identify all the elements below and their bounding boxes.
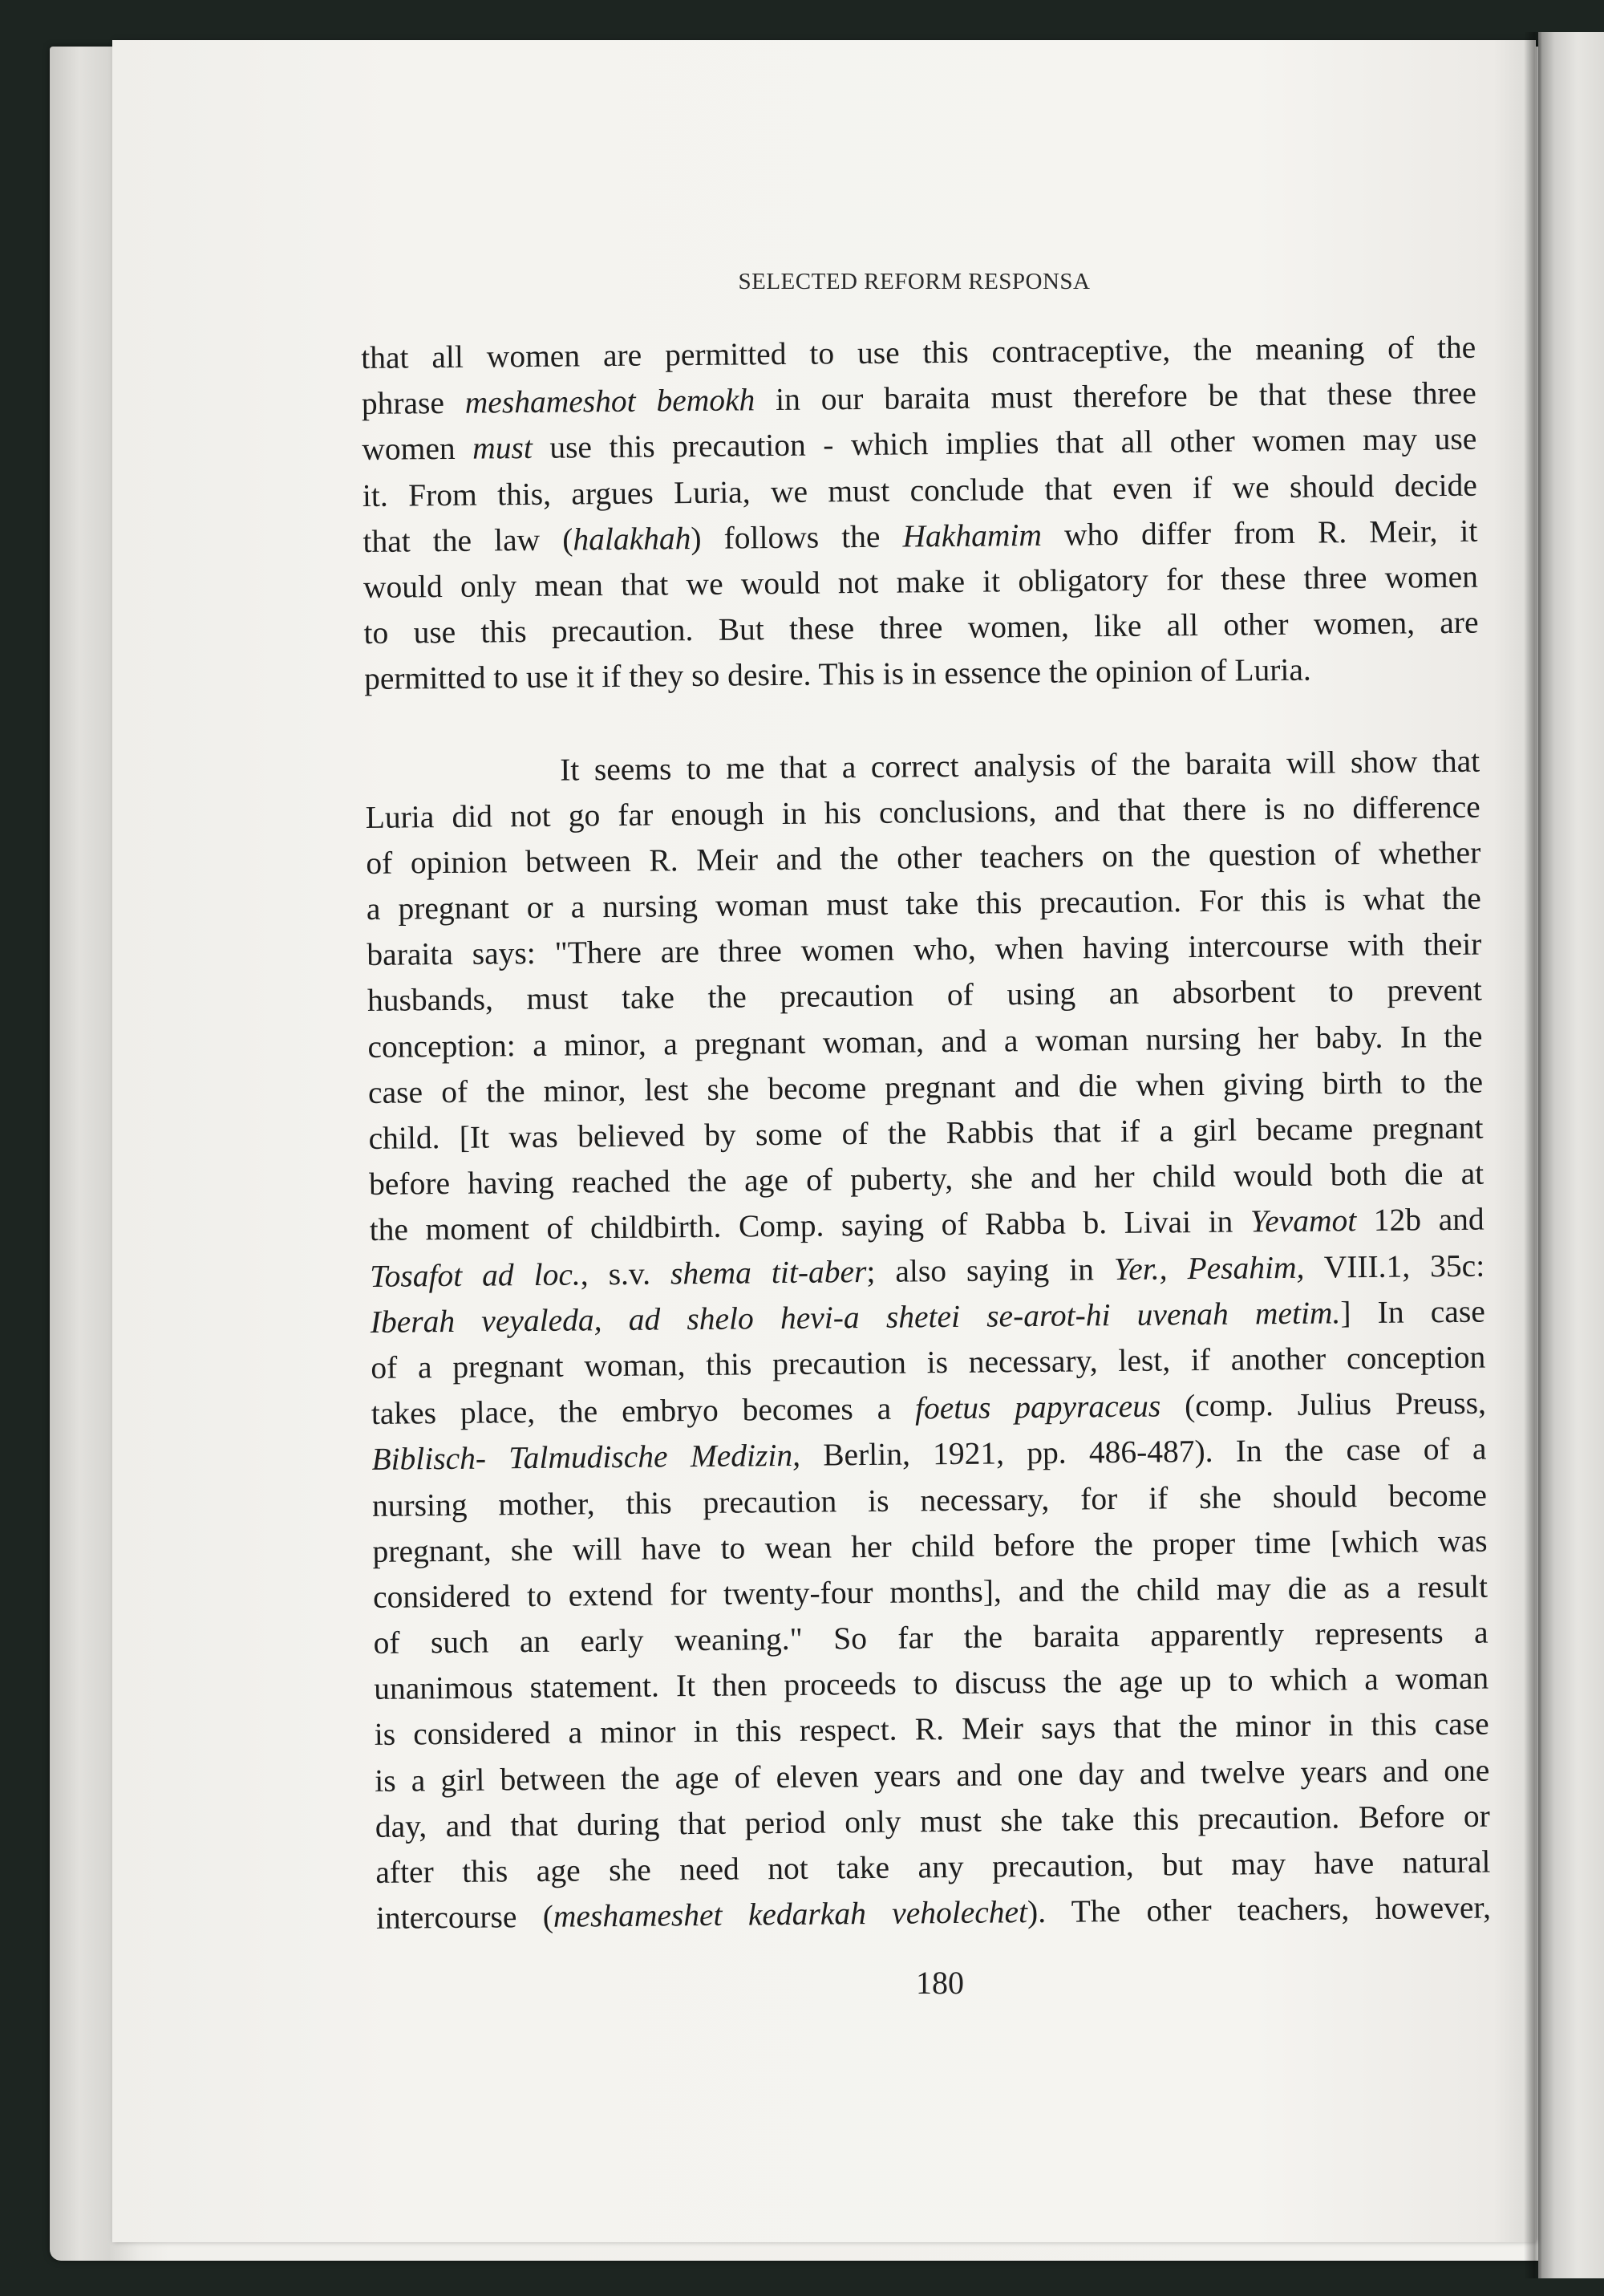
text-run: to use this precaution. But these three women, like all other women, are xyxy=(363,604,1479,651)
text-run: takes place, the embryo becomes a xyxy=(371,1390,916,1432)
text-run: Berlin, 1921, pp. 486-487). In the case of a xyxy=(800,1430,1487,1474)
text-run: it. From this, argues Luria, we must conclude that even if we should decide xyxy=(362,467,1478,513)
text-run: of a pregnant woman, this precaution is necessary, lest, if another conception xyxy=(371,1339,1486,1385)
text-run: nursing mother, this precaution is necessary, for if she should become xyxy=(371,1477,1488,1523)
text-run: after this age she need not take any precaution, but may have natural xyxy=(375,1844,1491,1890)
italic-term: Tosafot ad loc. xyxy=(370,1255,581,1294)
text-run: is a girl between the age of eleven years and one day and twelve years and one xyxy=(375,1752,1490,1799)
text-run: case of the minor, lest she become pregnant and die when giving birth to the xyxy=(367,1064,1484,1110)
text-run: intercourse ( xyxy=(375,1898,554,1937)
text-run: a pregnant or a nursing woman must take this precaution. For this is what the xyxy=(366,880,1482,927)
text-run: conception: a minor, a pregnant woman, and a woman nursing her baby. In the xyxy=(367,1018,1483,1065)
running-head: SELECTED REFORM RESPONSA xyxy=(738,269,1091,294)
italic-term: foetus papyraceus xyxy=(914,1388,1161,1426)
italic-term: must xyxy=(472,430,533,467)
text-run: day, and that during that period only must she take this precaution. Before or xyxy=(375,1798,1490,1844)
text-run: 12b and xyxy=(1356,1201,1485,1239)
text-run: considered to extend for twenty-four months], and the child may die as a result xyxy=(372,1568,1489,1615)
italic-term: meshameshet kedarkah veholechet xyxy=(553,1894,1028,1934)
text-run: of such an early weaning." So far the baraita apparently represents a xyxy=(373,1614,1489,1661)
text-run: ] In case xyxy=(1340,1293,1485,1331)
text-run: that the law ( xyxy=(363,521,573,559)
text-run: the moment of childbirth. Comp. saying of Rabba b. Livai in xyxy=(369,1203,1251,1248)
text-run: of opinion between R. Meir and the other teachers on the question of whether xyxy=(366,834,1481,881)
italic-term: Yevamot xyxy=(1250,1203,1357,1239)
text-run: before having reached the age of puberty, she and her child would both die at xyxy=(368,1155,1485,1203)
text-run: would only mean that we would not make it obligatory for these three women xyxy=(363,558,1479,605)
italic-term: shema tit-aber xyxy=(670,1253,867,1291)
italic-term: meshameshot bemokh xyxy=(464,382,755,420)
text-run: It seems to me that a correct analysis of the baraita will show that xyxy=(559,743,1480,788)
body-text xyxy=(361,325,1491,1942)
paragraph xyxy=(365,738,1491,1941)
text-run: women xyxy=(362,431,473,468)
text-run: VIII.1, 35c: xyxy=(1304,1247,1485,1285)
text-run: phrase xyxy=(361,384,465,422)
text-run: ) follows the xyxy=(691,518,903,556)
italic-term: Hakhamim xyxy=(902,517,1043,554)
text-run: in our baraita must therefore be that these three xyxy=(755,375,1476,418)
next-page-edge xyxy=(1538,32,1604,2278)
text-run: pregnant, she will have to wean her child before the proper time [which was xyxy=(372,1523,1488,1569)
text-run: use this precaution - which implies that all other women may use xyxy=(532,421,1477,466)
page-number: 180 xyxy=(916,1965,964,2001)
text-run: ). The other teachers, however, xyxy=(1027,1889,1492,1930)
text-run: child. [It was believed by some of the Rabbis that if a girl became pregnant xyxy=(368,1109,1484,1156)
text-run: baraita says: "There are three women who, when having intercourse with their xyxy=(367,926,1482,973)
paragraph xyxy=(361,325,1479,703)
text-run: who differ from R. Meir, it xyxy=(1041,513,1478,553)
text-run: permitted to use it if they so desire. This is in essence the opinion of Luria. xyxy=(363,651,1312,697)
italic-term: Yer., Pesahim, xyxy=(1113,1249,1305,1287)
spine-shadow xyxy=(1524,32,1541,2278)
text-run: is considered a minor in this respect. R. Meir says that the minor in this case xyxy=(374,1706,1489,1753)
text-run: husbands, must take the precaution of using an absorbent to prevent xyxy=(367,972,1483,1019)
text-run: (comp. Julius Preuss, xyxy=(1160,1385,1487,1424)
text-run: Luria did not go far enough in his conclusions, and that there is no difference xyxy=(365,789,1480,835)
italic-term: halakhah xyxy=(573,520,691,558)
text-run: that all women are permitted to use this contraceptive, the meaning of the xyxy=(361,329,1476,375)
italic-term: Biblisch- Talmudische Medizin, xyxy=(371,1438,801,1478)
text-run: , s.v. xyxy=(580,1255,671,1292)
italic-term: Iberah veyaleda, ad shelo hevi-a shetei se-arot-hi uvenah metim. xyxy=(370,1295,1341,1340)
text-run: unanimous statement. It then proceeds to discuss the age up to which a woman xyxy=(373,1660,1489,1707)
text-run: ; also saying in xyxy=(866,1251,1115,1289)
